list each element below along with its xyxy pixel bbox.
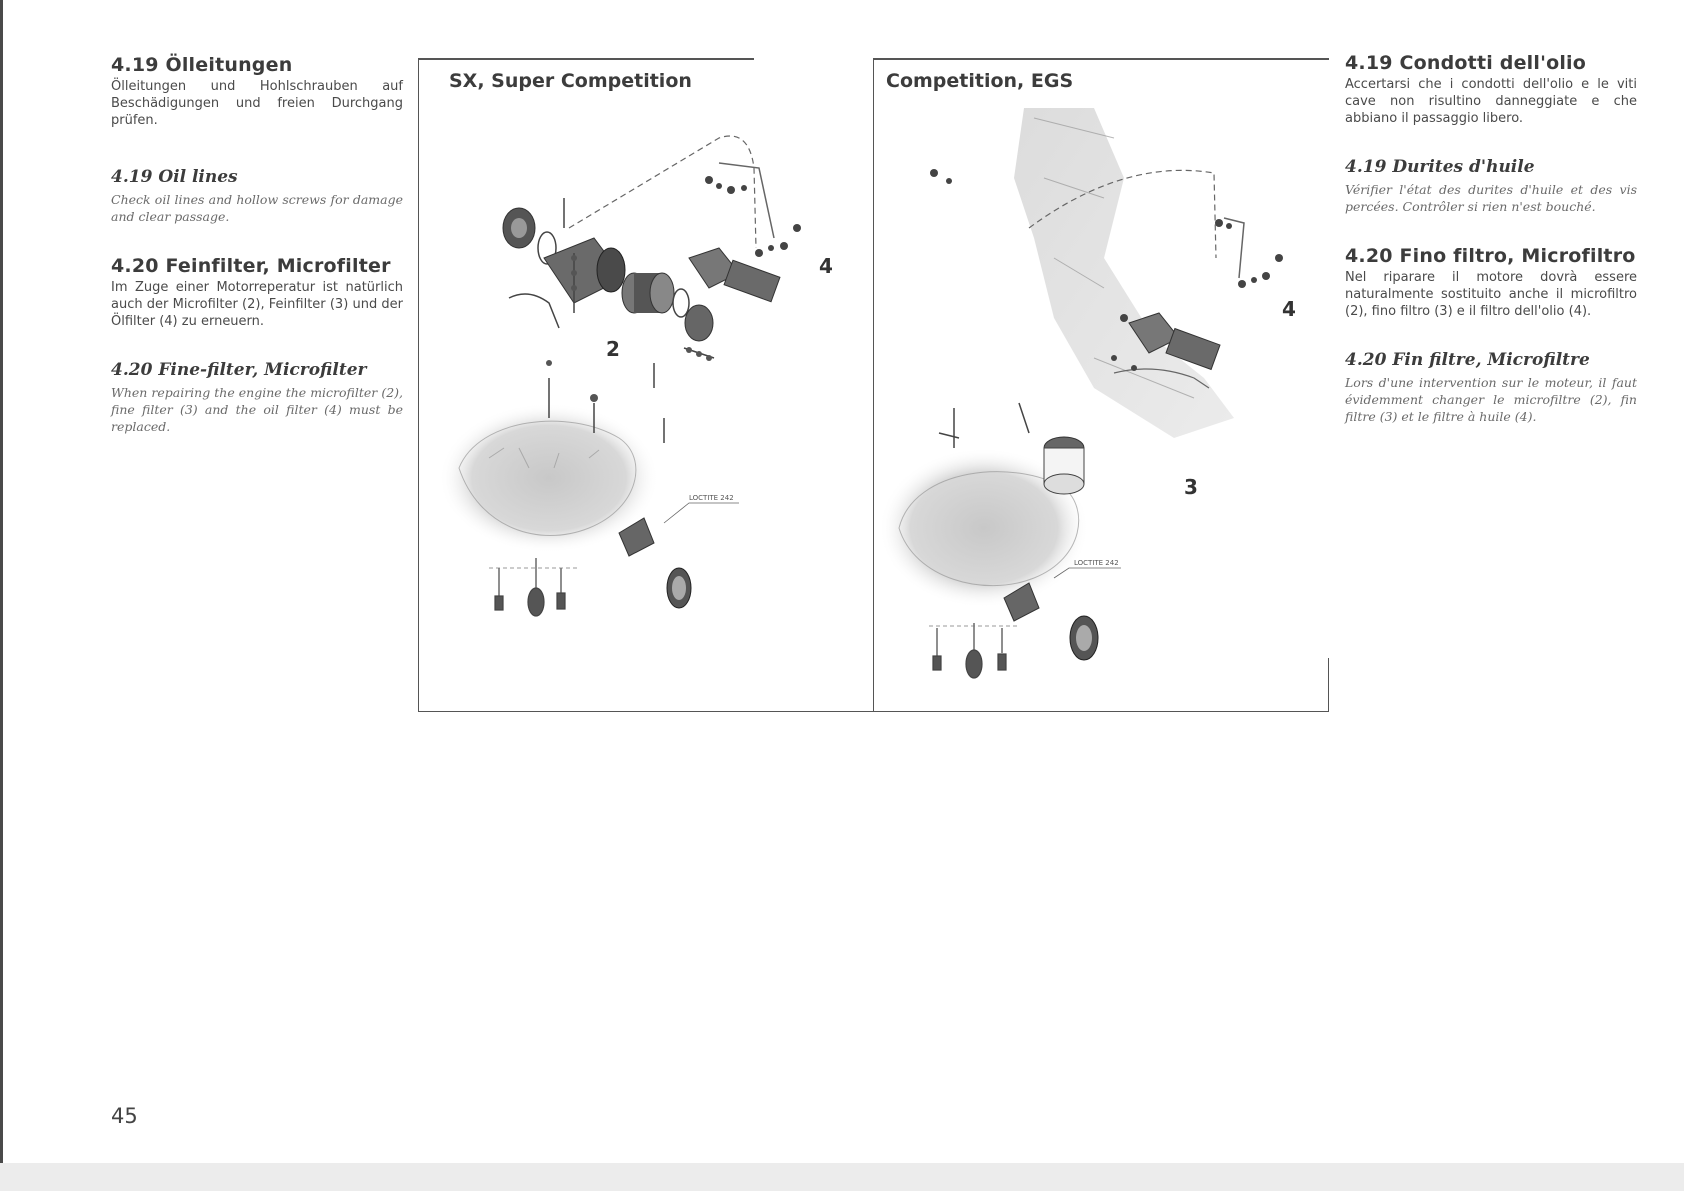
section-heading: 4.19 Condotti dell'olio [1345,52,1587,74]
loctite-label: LOCTITE 242 [689,494,734,502]
figure-title: Competition, EGS [886,70,1074,92]
section-heading: 4.19 Oil lines [111,167,238,187]
section-body: Accertarsi che i condotti dell'olio e le viti cave non risultino danneggiate e che abbiano il passaggio libero. [1345,77,1637,126]
section-heading: 4.20 Fino filtro, Microfiltro [1345,245,1636,267]
exploded-diagram [419,58,873,712]
section-heading: 4.19 Durites d'huile [1345,157,1535,177]
loctite-label: LOCTITE 242 [1074,559,1119,567]
section-fin-filtre [1345,350,1637,425]
section-body: Nel riparare il motore dovrà essere naturalmente sostituito anche il microfiltro (2), fino filtro (3) e il filtro dell'olio (4). [1345,270,1637,319]
figure-competition-egs [873,58,1329,712]
section-body: Vérifier l'état des durites d'huile et des vis percées. Contrôler si rien n'est bouché. [1345,182,1637,214]
oil-pump [619,518,691,608]
oil-filter-assembly [689,248,780,302]
section-body: Ölleitungen und Hohlschrauben auf Beschädigungen und freien Durchgang prüfen. [111,79,403,128]
section-body: Check oil lines and hollow screws for damage and clear passage. [111,192,403,224]
section-body: Im Zuge einer Motorreperatur ist natürlich auch der Microfilter (2), Feinfilter (3) und der Ölfilter (4) zu erneuern. [111,280,403,329]
callout-3: 3 [1184,475,1198,499]
figure-title: SX, Super Competition [449,70,692,92]
binding-edge [0,0,3,1165]
section-oil-lines [111,167,403,225]
callout-2: 2 [606,337,620,361]
section-body: When repairing the engine the microfilter (2), fine filter (3) and the oil filter (4) must be replaced. [111,385,403,434]
section-heading: 4.20 Fine-filter, Microfilter [111,360,367,380]
exploded-diagram [874,58,1329,712]
scan-bottom-edge [0,1163,1684,1191]
oil-pump [1004,583,1098,660]
filter-cover [503,208,556,264]
page-number: 45 [111,1104,138,1128]
right-text-column [1345,52,1637,455]
callout-4: 4 [1282,297,1296,321]
section-fine-filter [111,360,403,435]
section-body: Lors d'une intervention sur le moteur, il faut évidemment changer le microfiltre (2), fin filtre (3) et le filtre à huile (4). [1345,375,1637,424]
section-durites [1345,157,1637,215]
frame-section [1014,108,1234,438]
section-heading: 4.20 Feinfilter, Microfilter [111,255,391,277]
end-cap [685,305,713,341]
oil-line [719,163,774,238]
section-heading: 4.19 Ölleitungen [111,54,293,76]
section-fino-filtro [1345,245,1637,320]
callout-4: 4 [819,254,833,278]
figure-sx-super-competition [418,58,873,712]
left-text-column [111,54,403,465]
section-feinfilter [111,255,403,330]
spin-on-filter [1044,437,1084,494]
section-condotti [1345,52,1637,127]
fine-filter-element [622,273,689,317]
section-oelleitungen [111,54,403,129]
section-heading: 4.20 Fin filtre, Microfiltre [1345,350,1590,370]
